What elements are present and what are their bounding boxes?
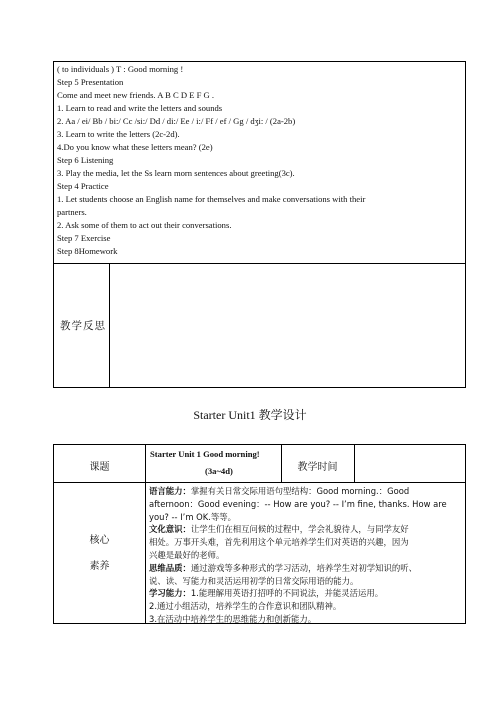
lesson-line: Come and meet new friends. A B C D E F G . [57, 90, 215, 100]
topic-range: (3a~4d) [205, 466, 233, 476]
topic-label: 课题 [89, 462, 110, 473]
lesson-line: Step 6 Listening [57, 155, 114, 165]
lesson-steps-cell [54, 62, 465, 264]
core-literacy-text-span: 让学生们在相互问候的过程中，学会礼貌待人，与同学友好 [190, 524, 409, 535]
core-literacy-heading: 语言能力： [149, 486, 191, 496]
core-literacy-heading: 学习能力： [149, 588, 191, 599]
core-literacy-line [149, 549, 224, 563]
topic-value: Starter Unit 1 Good morning! [150, 449, 260, 459]
lesson-line: partners. [57, 207, 87, 217]
core-literacy-line [149, 485, 409, 499]
lesson-line: Step 5 Presentation [57, 77, 124, 87]
core-literacy-text-span: 掌握有关日常交际用语句型结构：Good morning.：Good [190, 486, 410, 496]
core-literacy-text-span: you? -- I’m OK.等等。 [149, 511, 237, 522]
core-literacy-line [149, 562, 417, 576]
core-literacy-text-span: 2.通过小组活动，培养学生的合作意识和团队精神。 [149, 601, 342, 612]
lesson-line: 3. Play the media, let the Ss learn morn sentences about greeting(3c). [57, 168, 295, 178]
core-literacy-line [149, 536, 409, 550]
core-label-2: 素养 [89, 561, 110, 572]
lesson-line: Step 7 Exercise [57, 233, 111, 243]
core-literacy-line [149, 613, 316, 627]
core-literacy-text-span: afternoon：Good evening：-- How are you? -- I’m fine, thanks. How are [149, 498, 447, 509]
lesson-steps-table [53, 61, 466, 388]
time-value-cell [354, 445, 465, 482]
section-title-text: Starter Unit1 教学设计 [193, 408, 307, 422]
design-table [53, 444, 466, 624]
lesson-line: Step 8Homework [57, 246, 118, 256]
core-literacy-line [149, 523, 409, 537]
core-literacy-line [149, 587, 383, 601]
core-literacy-heading: 文化意识： [149, 524, 191, 535]
section-title [0, 406, 500, 423]
lesson-line: 1. Let students choose an English name for themselves and make conversations with their [57, 194, 366, 204]
core-literacy-text-span: 3.在活动中培养学生的思维能力和创新能力。 [149, 614, 317, 624]
core-literacy-heading: 思维品质： [149, 562, 191, 573]
lesson-line: 3. Learn to write the letters (2c-2d). [57, 129, 180, 139]
core-literacy-text [149, 483, 463, 623]
lesson-line: 1. Learn to read and write the letters and sounds [57, 103, 223, 113]
lesson-line: 2. Aa / ei/ Bb / bi:/ Cc /si:/ Dd / di:/ Ee / i:/ Ff / ef / Gg / dʒi: / (2a-2b) [57, 116, 296, 126]
core-literacy-line [149, 600, 341, 614]
core-literacy-text-span: 通过游戏等多种形式的学习活动，培养学生对初学知识的听、 [190, 562, 417, 573]
core-literacy-text-span: 1.能理解用英语打招呼的不同说法，并能灵活运用。 [190, 588, 384, 599]
lesson-line: ( to individuals ) T : Good morning ! [57, 64, 184, 74]
lesson-line: Step 4 Practice [57, 181, 109, 191]
reflection-label: 教学反思 [60, 320, 106, 332]
core-literacy-line [149, 511, 236, 525]
core-literacy-text-span: 兴趣是最好的老师。 [149, 550, 225, 560]
column-divider [145, 445, 146, 623]
reflection-label-cell [54, 263, 110, 387]
core-literacy-text-span: 相处。万事开头难，首先利用这个单元培养学生们对英语的兴趣，因为 [149, 537, 409, 548]
core-literacy-line [149, 575, 358, 589]
core-literacy-line [149, 498, 447, 512]
core-literacy-text-span: 说、读、写能力和灵活运用初学的日常交际用语的能力。 [149, 575, 359, 586]
lesson-line: 4.Do you know what these letters mean? (2e) [57, 142, 213, 152]
lesson-line: 2. Ask some of them to act out their conversations. [57, 220, 232, 230]
core-label-1: 核心 [89, 535, 110, 546]
time-label: 教学时间 [297, 462, 338, 473]
